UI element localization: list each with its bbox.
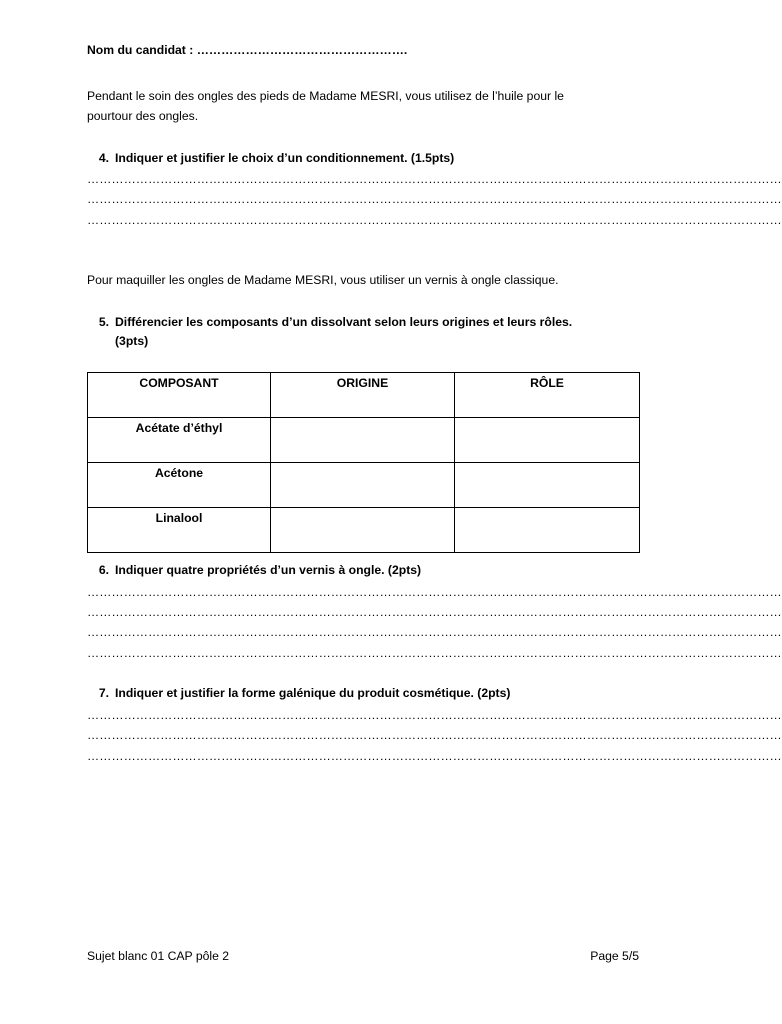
question-6-text: Indiquer quatre propriétés d’un vernis à ongle. (2pts) [115,563,422,577]
footer-left: Sujet blanc 01 CAP pôle 2 [87,949,230,963]
table-header-cell: COMPOSANT [88,373,271,418]
table-cell-role[interactable] [455,418,640,463]
exam-page [87,0,782,1024]
answer-line[interactable]: ……………………………………………………………………………………………………………………………………………………… [87,625,782,639]
candidate-name-label: Nom du candidat : ……………………………………………. [87,43,408,57]
intro-paragraph-2: Pour maquiller les ongles de Madame MESRI, vous utiliser un vernis à ongle classique. [87,273,559,287]
question-4-title [87,151,454,165]
intro-paragraph-line-2: pourtour des ongles. [87,109,199,123]
table-cell-role[interactable] [455,463,640,508]
components-table [87,372,640,553]
table-header-cell: ORIGINE [271,373,455,418]
table-header-row [88,373,640,418]
table-cell-origin[interactable] [271,418,455,463]
question-7-text: Indiquer et justifier la forme galénique du produit cosmétique. (2pts) [115,686,511,700]
question-5-title [87,315,572,329]
answer-line[interactable]: ……………………………………………………………………………………………………………………………………………………… [87,708,782,722]
question-4-text: Indiquer et justifier le choix d’un conditionnement. (1.5pts) [115,151,455,165]
table-header-cell: RÔLE [455,373,640,418]
answer-line[interactable]: ……………………………………………………………………………………………………………………………………………………… [87,172,782,186]
table-cell-component: Acétone [88,463,271,508]
table-cell-component: Acétate d’éthyl [88,418,271,463]
answer-line[interactable]: ……………………………………………………………………………………………………………………………………………………… [87,585,782,599]
table-row [88,463,640,508]
table-cell-origin[interactable] [271,508,455,553]
table-row [88,418,640,463]
answer-line[interactable]: ……………………………………………………………………………………………………………………………………………………… [87,646,782,660]
answer-line[interactable]: ……………………………………………………………………………………………………………………………………………………… [87,213,782,227]
table-cell-role[interactable] [455,508,640,553]
answer-line[interactable]: ……………………………………………………………………………………………………………………………………………………… [87,605,782,619]
intro-paragraph-line-1: Pendant le soin des ongles des pieds de Madame MESRI, vous utilisez de l’huile pour le [87,89,564,103]
question-5-text-line-1: Différencier les composants d’un dissolvant selon leurs origines et leurs rôles. [115,315,573,329]
question-5-text-line-2: (3pts) [115,334,149,348]
question-4-number: 4. [98,151,109,165]
answer-line[interactable]: ……………………………………………………………………………………………………………………………………………………… [87,749,782,763]
answer-line[interactable]: ……………………………………………………………………………………………………………………………………………………… [87,728,782,742]
question-7-number: 7. [98,686,109,700]
question-6-number: 6. [98,563,109,577]
question-5-number: 5. [98,315,109,329]
table-row [88,508,640,553]
answer-line[interactable]: ……………………………………………………………………………………………………………………………………………………… [87,192,782,206]
table-cell-origin[interactable] [271,463,455,508]
question-6-title [87,563,421,577]
table-cell-component: Linalool [88,508,271,553]
question-7-title [87,686,510,700]
footer-page-number: Page 5/5 [590,949,639,963]
